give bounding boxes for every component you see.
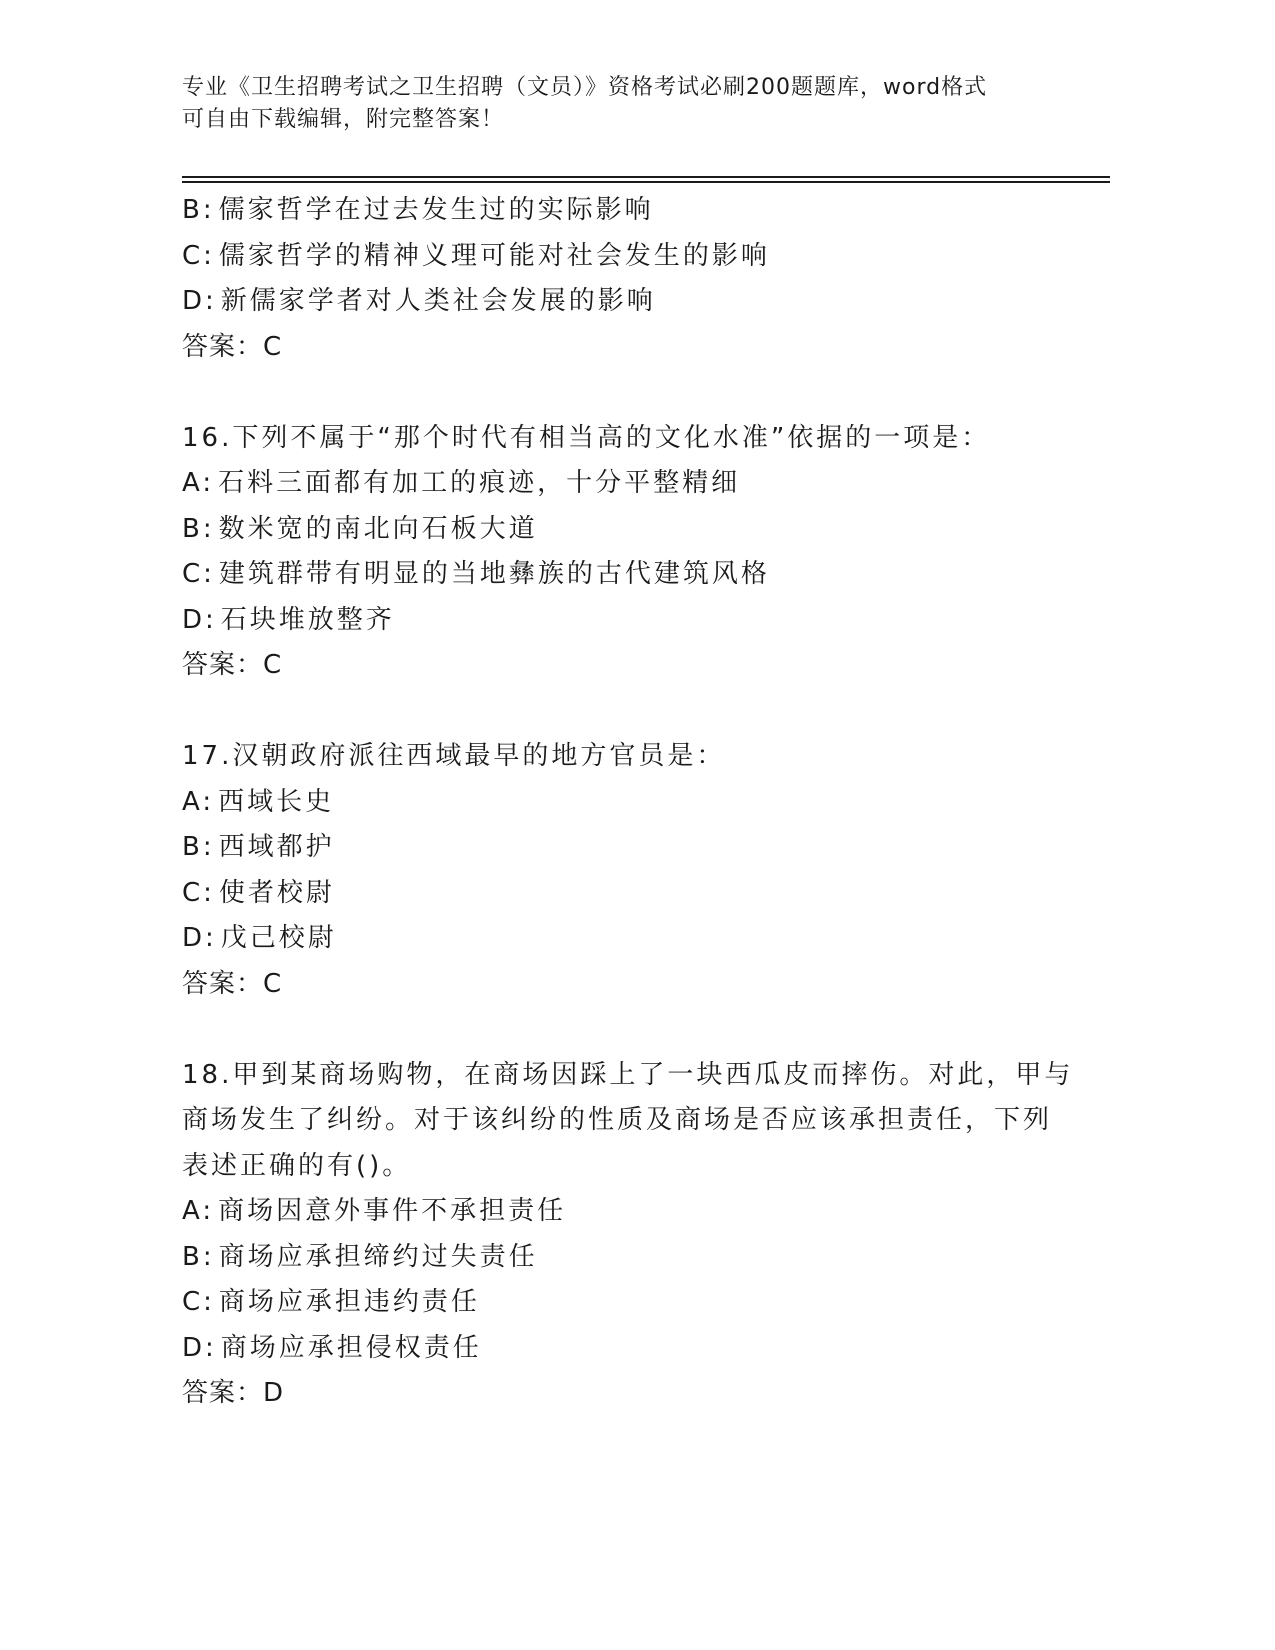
option-d bbox=[182, 279, 1062, 325]
option-d bbox=[182, 1326, 1062, 1372]
option-key: C: bbox=[182, 877, 215, 908]
option-key: D: bbox=[182, 604, 217, 635]
option-key: C: bbox=[182, 240, 215, 271]
option-c bbox=[182, 234, 1062, 280]
option-text: 建筑群带有明显的当地彝族的古代建筑风格 bbox=[218, 559, 770, 589]
option-d bbox=[182, 598, 1062, 644]
option-key: D: bbox=[182, 286, 217, 316]
option-text: 戊己校尉 bbox=[220, 923, 337, 953]
question-list bbox=[182, 188, 1074, 1417]
option-text: 数米宽的南北向石板大道 bbox=[218, 513, 538, 544]
question-stem: 17.汉朝政府派往西域最早的地方官员是： bbox=[182, 741, 726, 771]
question-stem-line-2: 商场发生了纠纷。对于该纠纷的性质及商场是否应该承担责任，下列 bbox=[182, 1105, 1053, 1135]
option-text: 使者校尉 bbox=[218, 877, 335, 908]
question-stem: 16.下列不属于“那个时代有相当高的文化水准”依据的一项是： bbox=[182, 422, 991, 453]
option-key: A: bbox=[182, 468, 215, 498]
question-18 bbox=[182, 1053, 1074, 1417]
answer: 答案：C bbox=[182, 650, 283, 680]
option-a bbox=[182, 461, 1062, 507]
option-text: 新儒家学者对人类社会发展的影响 bbox=[220, 286, 656, 316]
option-key: D: bbox=[182, 923, 217, 953]
header-divider-top bbox=[182, 176, 1110, 178]
option-text: 西域长史 bbox=[218, 786, 335, 817]
option-a bbox=[182, 780, 1062, 826]
option-b bbox=[182, 1235, 1062, 1281]
option-key: C: bbox=[182, 559, 215, 589]
option-text: 石料三面都有加工的痕迹，十分平整精细 bbox=[218, 468, 741, 498]
option-text: 儒家哲学的精神义理可能对社会发生的影响 bbox=[218, 240, 770, 271]
option-text: 商场因意外事件不承担责任 bbox=[218, 1196, 567, 1226]
answer: 答案：C bbox=[182, 331, 283, 362]
option-b bbox=[182, 825, 1062, 871]
option-d bbox=[182, 916, 1062, 962]
option-c bbox=[182, 1280, 1062, 1326]
option-text: 商场应承担侵权责任 bbox=[220, 1332, 482, 1363]
option-c bbox=[182, 552, 1062, 598]
answer: 答案：C bbox=[182, 968, 283, 999]
document-header bbox=[182, 72, 1042, 136]
option-key: D: bbox=[182, 1332, 217, 1363]
option-text: 西域都护 bbox=[218, 832, 335, 862]
option-key: B: bbox=[182, 195, 215, 225]
option-key: A: bbox=[182, 786, 215, 817]
option-text: 儒家哲学在过去发生过的实际影响 bbox=[218, 195, 654, 225]
option-key: A: bbox=[182, 1196, 215, 1226]
question-15-continued bbox=[182, 188, 1062, 370]
question-17 bbox=[182, 734, 1062, 1007]
option-text: 石块堆放整齐 bbox=[220, 604, 395, 635]
option-text: 商场应承担违约责任 bbox=[218, 1287, 480, 1317]
answer: 答案：D bbox=[182, 1378, 285, 1408]
option-b bbox=[182, 188, 1062, 234]
option-b bbox=[182, 507, 1062, 553]
question-16 bbox=[182, 416, 1062, 689]
option-c bbox=[182, 871, 1062, 917]
option-text: 商场应承担缔约过失责任 bbox=[218, 1241, 538, 1272]
header-line-1: 专业《卫生招聘考试之卫生招聘（文员）》资格考试必刷200题题库，word格式 bbox=[182, 75, 988, 100]
option-a bbox=[182, 1189, 1062, 1235]
option-key: B: bbox=[182, 832, 215, 862]
option-key: B: bbox=[182, 513, 215, 544]
header-divider-bottom bbox=[182, 181, 1110, 183]
option-key: C: bbox=[182, 1287, 215, 1317]
option-key: B: bbox=[182, 1241, 215, 1272]
header-line-2: 可自由下载编辑，附完整答案！ bbox=[182, 107, 505, 132]
question-stem-line-3: 表述正确的有()。 bbox=[182, 1150, 412, 1181]
question-stem-line-1: 18.甲到某商场购物，在商场因踩上了一块西瓜皮而摔伤。对此，甲与 bbox=[182, 1059, 1074, 1090]
